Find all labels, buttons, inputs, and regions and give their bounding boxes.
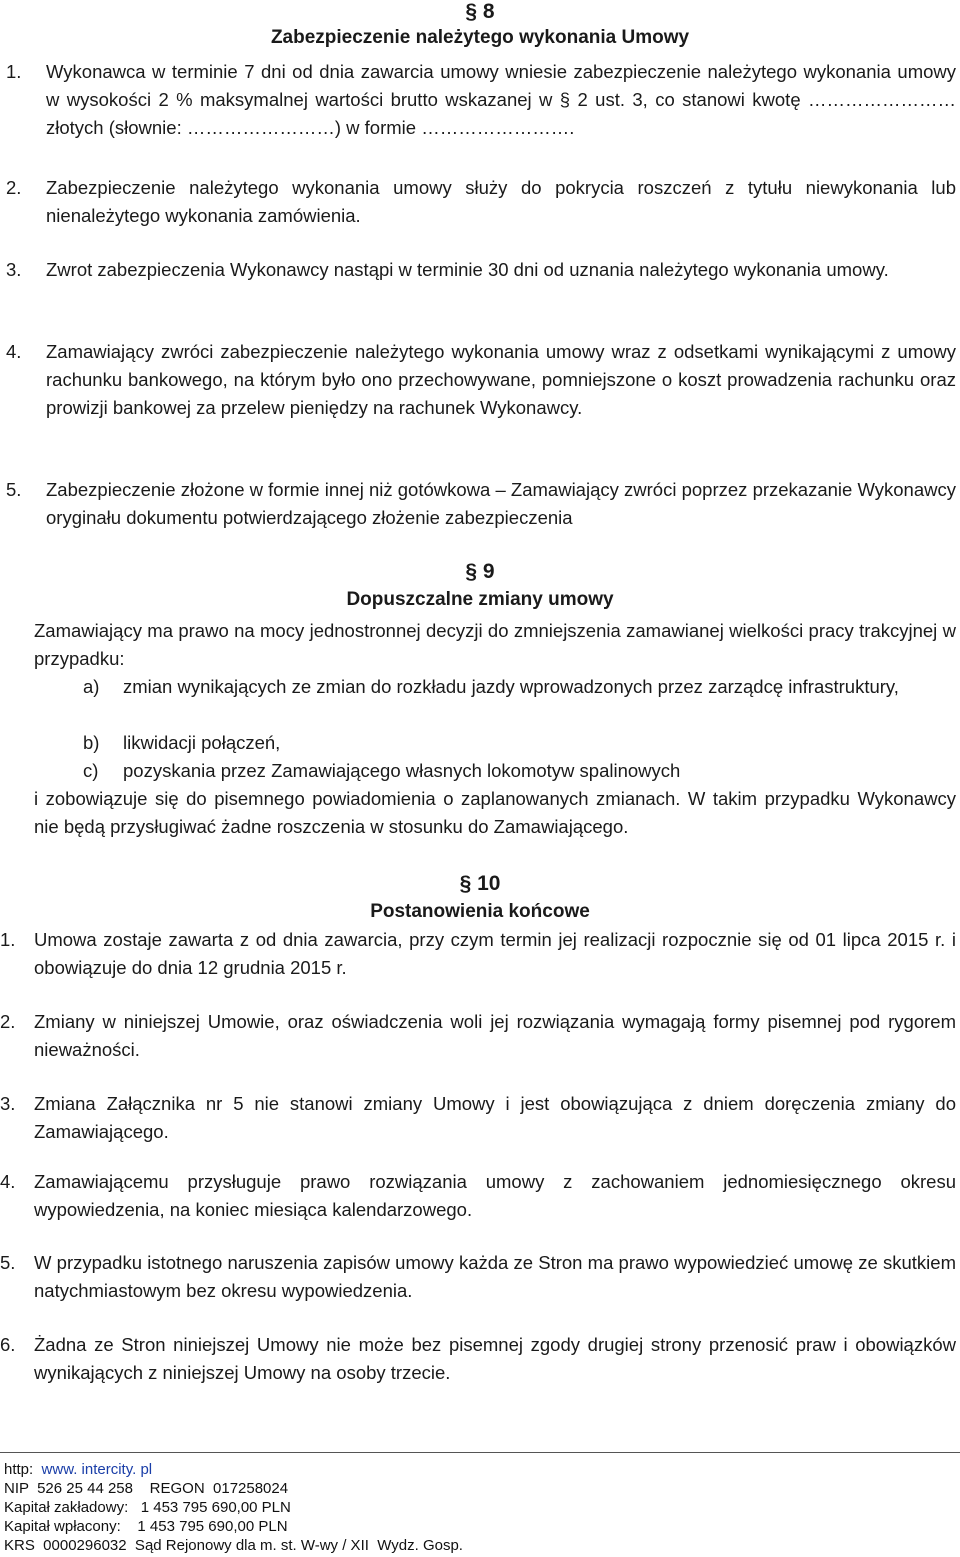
section-9-outro: i zobowiązuje się do pisemnego powiadomienia o zaplanowanych zmianach. W takim przypadku Wykonawcy nie będą przysługiwać żadne roszczenia w stosunku do Zamawiającego. [34,788,956,837]
item-number: 3. [0,1093,16,1114]
section-9-number: § 9 [465,560,495,583]
section-9-sub-c [83,757,956,785]
item-number: 2. [0,1011,16,1032]
section-10-item-5 [0,1249,956,1305]
section-8-item-2 [6,174,956,230]
section-8-item-4 [6,338,956,422]
section-10-item-3 [0,1090,956,1146]
item-text: Zabezpieczenie złożone w formie innej niż gotówkowa – Zamawiający zwróci poprzez przekazanie Wykonawcy oryginału dokumentu potwierdzającego złożenie zabezpieczenia [46,479,956,528]
section-10-item-1 [0,926,956,982]
sub-text: zmian wynikających ze zmian do rozkładu jazdy wprowadzonych przez zarządcę infrastruktury, [123,676,899,697]
item-text: Żadna ze Stron niniejszej Umowy nie może bez pisemnej zgody drugiej strony przenosić praw i obowiązków wynikających z niniejszej Umowy na osoby trzecie. [34,1334,956,1383]
section-8-item-1 [6,58,956,142]
footer-krs: KRS 0000296032 Sąd Rejonowy dla m. st. W-wy / XII Wydz. Gosp. [4,1537,463,1554]
footer-website [4,1460,152,1480]
section-10-item-4 [0,1168,956,1224]
item-number: 1. [0,929,16,950]
item-text: Zmiany w niniejszej Umowie, oraz oświadczenia woli jej rozwiązania wymagają formy pisemnej pod rygorem nieważności. [34,1011,956,1060]
footer-divider [0,1452,960,1453]
section-10-item-6 [0,1331,956,1387]
item-text: Zamawiający zwróci zabezpieczenie należytego wykonania umowy wraz z odsetkami wynikającymi z umowy rachunku bankowego, na którym było ono przechowywane, pomniejszone o koszt prowadzenia rachunku oraz prowizji bankowej za przelew pieniędzy na rachunek Wykonawcy. [46,341,956,418]
section-9-title: Dopuszczalne zmiany umowy [346,589,614,610]
section-8-item-3 [6,256,956,284]
item-text: Wykonawca w terminie 7 dni od dnia zawarcia umowy wniesie zabezpieczenie należytego wykonania umowy w wysokości 2 % maksymalnej wartości brutto wskazanej w § 2 ust. 3, co stanowi kwotę …………………… złotych (słownie: ……………………) w formie ……………………. [46,61,956,138]
section-10-number: § 10 [459,872,501,895]
item-number: 3. [6,259,22,280]
item-number: 6. [0,1334,16,1355]
section-8-title: Zabezpieczenie należytego wykonania Umowy [270,27,690,48]
item-text: Zmiana Załącznika nr 5 nie stanowi zmiany Umowy i jest obowiązująca z dniem doręczenia zmiany do Zamawiającego. [34,1093,956,1142]
item-text: Zwrot zabezpieczenia Wykonawcy nastąpi w terminie 30 dni od uznania należytego wykonania umowy. [46,259,889,280]
sub-letter: a) [83,676,100,697]
item-number: 5. [6,479,22,500]
item-number: 1. [6,61,22,82]
footer-http-label: http: [4,1461,34,1478]
section-9-intro: Zamawiający ma prawo na mocy jednostronnej decyzji do zmniejszenia zamawianej wielkości pracy trakcyjnej w przypadku: [34,620,956,669]
sub-letter: b) [83,732,100,753]
footer-nip-regon: NIP 526 25 44 258 REGON 017258024 [4,1480,289,1497]
item-number: 5. [0,1252,16,1273]
footer-capital-zakladowy: Kapitał zakładowy: 1 453 795 690,00 PLN [4,1499,291,1516]
section-8-item-5 [6,476,956,532]
sub-letter: c) [83,760,99,781]
item-text: W przypadku istotnego naruszenia zapisów umowy każda ze Stron ma prawo wypowiedzieć umowę ze skutkiem natychmiastowym bez okresu wypowiedzenia. [34,1252,956,1301]
section-9-sub-b [83,729,956,757]
footer-capital-wplacony: Kapitał wpłacony: 1 453 795 690,00 PLN [4,1518,288,1535]
section-10-item-2 [0,1008,956,1064]
footer-url-link[interactable]: www. intercity. pl [41,1461,153,1478]
section-8-number: § 8 [465,0,495,23]
section-10-title: Postanowienia końcowe [370,901,590,922]
item-text: Zamawiającemu przysługuje prawo rozwiązania umowy z zachowaniem jednomiesięcznego okresu wypowiedzenia, na koniec miesiąca kalendarzowego. [34,1171,956,1220]
item-text: Umowa zostaje zawarta z od dnia zawarcia, przy czym termin jej realizacji rozpocznie się od 01 lipca 2015 r. i obowiązuje do dnia 12 grudnia 2015 r. [34,929,956,978]
section-9-sub-a [83,673,956,701]
item-number: 4. [6,341,22,362]
item-text: Zabezpieczenie należytego wykonania umowy służy do pokrycia roszczeń z tytułu niewykonania lub nienależytego wykonania zamówienia. [46,177,956,226]
sub-text: pozyskania przez Zamawiającego własnych lokomotyw spalinowych [123,760,681,781]
item-number: 2. [6,177,22,198]
sub-text: likwidacji połączeń, [123,732,281,753]
item-number: 4. [0,1171,16,1192]
